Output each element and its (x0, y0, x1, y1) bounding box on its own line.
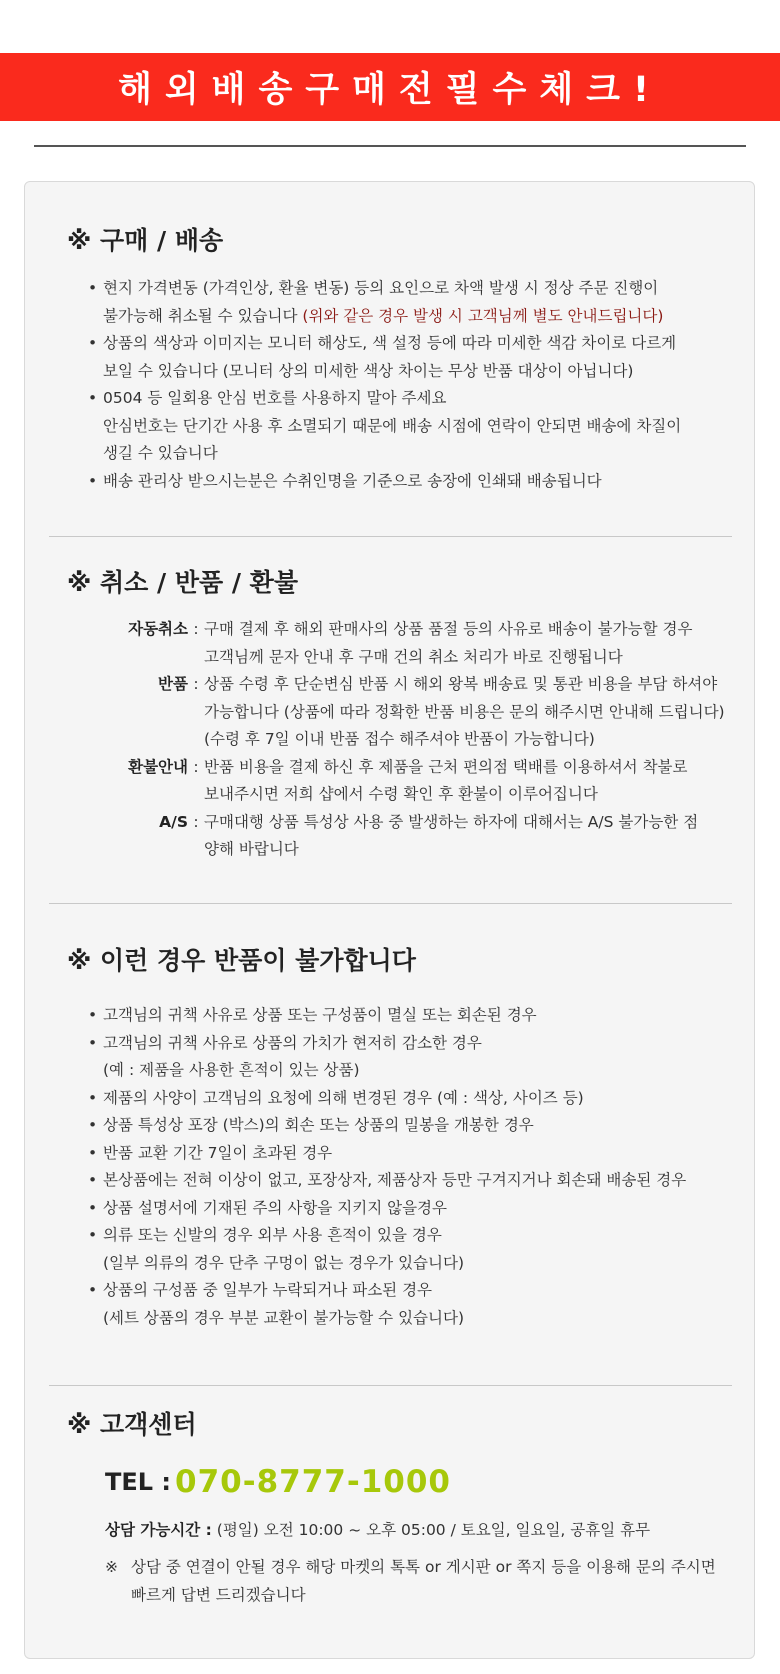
support-note (105, 1554, 731, 1609)
tel-label: TEL : (105, 1468, 172, 1496)
section-divider (49, 903, 732, 904)
hours-line (105, 1518, 650, 1540)
no-return-item: • 고객님의 귀책 사유로 상품의 가치가 현저히 감소한 경우 (예 : 제품을 사용한 흔적이 있는 상품) (91, 1030, 686, 1085)
no-return-item: • 상품 설명서에 기재된 주의 사항을 지키지 않을경우 (91, 1195, 686, 1223)
no-return-item: • 본상품에는 전혀 이상이 없고, 포장상자, 제품상자 등만 구겨지거나 회손돼 배송된 경우 (91, 1167, 686, 1195)
refund-desc: 구매대행 상품 특성상 사용 중 발생하는 하자에 대해서는 A/S 불가능한 점 양해 바랍니다 (204, 812, 699, 858)
refund-colon: : (193, 620, 199, 638)
refund-term: 반품 (158, 675, 188, 693)
refund-colon: : (193, 675, 199, 693)
note-mark: ※ (105, 1558, 118, 1576)
support-section-title: ※ 고객센터 (67, 1410, 197, 1439)
no-return-item: • 의류 또는 신발의 경우 외부 사용 흔적이 있을 경우 (일부 의류의 경우 단추 구멍이 없는 경우가 있습니다) (91, 1222, 686, 1277)
notice-panel (24, 181, 755, 1659)
shipping-item: • 상품의 색상과 이미지는 모니터 해상도, 색 설정 등에 따라 미세한 색감 차이로 다르게 보일 수 있습니다 (모니터 상의 미세한 색상 차이는 무상 반품 대상이 아닙니다) (91, 330, 681, 385)
refund-term: A/S (159, 812, 188, 831)
refund-row (85, 809, 744, 864)
hours-text: (평일) 오전 10:00 ~ 오후 05:00 / 토요일, 일요일, 공휴일 휴무 (211, 1521, 651, 1539)
note-text: 상담 중 연결이 안될 경우 해당 마켓의 톡톡 or 게시판 or 쪽지 등을 이용해 문의 주시면 빠르게 답변 드리겠습니다 (131, 1558, 716, 1604)
no-return-item: • 반품 교환 기간 7일이 초과된 경우 (91, 1140, 686, 1168)
header-banner (0, 53, 780, 121)
hours-label: 상담 가능시간 : (105, 1521, 212, 1539)
top-divider (34, 145, 746, 147)
no-return-item: • 고객님의 귀책 사유로 상품 또는 구성품이 멸실 또는 회손된 경우 (91, 1002, 686, 1030)
no-return-list (91, 1002, 686, 1332)
refund-term: 환불안내 (128, 757, 188, 776)
no-return-item: • 상품 특성상 포장 (박스)의 회손 또는 상품의 밀봉을 개봉한 경우 (91, 1112, 686, 1140)
refund-desc: 상품 수령 후 단순변심 반품 시 해외 왕복 배송료 및 통관 비용을 부담 하셔야 가능합니다 (상품에 따라 정확한 반품 비용은 문의 해주시면 안내해 드립니다) (수령 후 7일 이내 반품 접수 해주셔야 반품이 가능합니다) (204, 675, 725, 748)
tel-line (105, 1464, 451, 1500)
warning-text: (위와 같은 경우 발생 시 고객님께 별도 안내드립니다) (302, 306, 664, 325)
shipping-list (91, 275, 681, 495)
no-return-section-title: ※ 이런 경우 반품이 불가합니다 (67, 946, 416, 975)
refund-row (85, 616, 744, 671)
shipping-item: • 배송 관리상 받으시는분은 수취인명을 기준으로 송장에 인쇄돼 배송됩니다 (91, 468, 681, 496)
refund-desc: 반품 비용을 결제 하신 후 제품을 근처 편의점 택배를 이용하셔서 착불로 보내주시면 저희 샵에서 수령 확인 후 환불이 이루어집니다 (204, 757, 688, 803)
banner-title: 해외배송구매전필수체크! (118, 70, 662, 110)
no-return-item: • 제품의 사양이 고객님의 요청에 의해 변경된 경우 (예 : 색상, 사이즈 등) (91, 1085, 686, 1113)
shipping-section-title: ※ 구매 / 배송 (67, 226, 224, 255)
shipping-item: • 0504 등 일회용 안심 번호를 사용하지 말아 주세요 안심번호는 단기간 사용 후 소멸되기 때문에 배송 시점에 연락이 안되면 배송에 차질이 생길 수 있습니다 (91, 385, 681, 468)
no-return-item: • 상품의 구성품 중 일부가 누락되거나 파소된 경우 (세트 상품의 경우 부분 교환이 불가능할 수 있습니다) (91, 1277, 686, 1332)
section-divider (49, 1385, 732, 1386)
shipping-item: • 현지 가격변동 (가격인상, 환율 변동) 등의 요인으로 차액 발생 시 정상 주문 진행이 불가능해 취소될 수 있습니다 (위와 같은 경우 발생 시 고객님께 별도 안내드립니다) (91, 275, 681, 330)
refund-table (85, 616, 744, 864)
refund-section-title: ※ 취소 / 반품 / 환불 (67, 568, 298, 597)
refund-desc: 구매 결제 후 해외 판매사의 상품 품절 등의 사유로 배송이 불가능할 경우 고객님께 문자 안내 후 구매 건의 취소 처리가 바로 진행됩니다 (204, 620, 693, 666)
refund-row (85, 754, 744, 809)
refund-colon: : (193, 812, 199, 831)
refund-colon: : (193, 757, 199, 776)
refund-term: 자동취소 (128, 620, 188, 638)
section-divider (49, 536, 732, 537)
refund-row (85, 671, 744, 754)
tel-number[interactable]: 070-8777-1000 (175, 1464, 452, 1500)
